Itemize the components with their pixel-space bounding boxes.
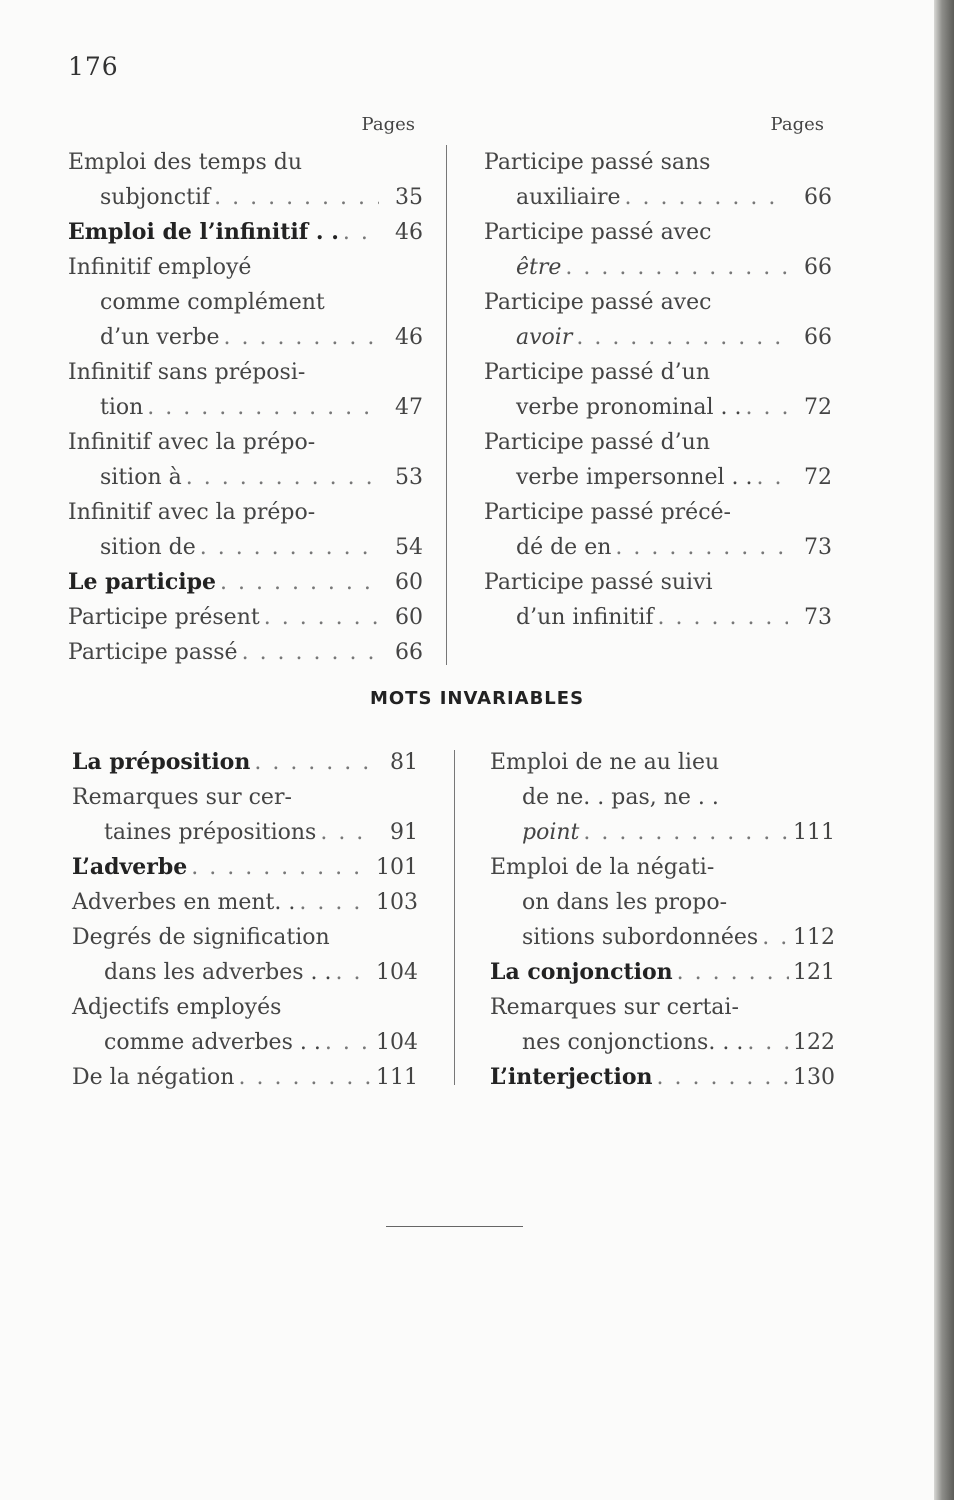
toc-entry: [484, 355, 832, 425]
toc-entry-text: Infinitif avec la prépo-: [68, 500, 316, 525]
toc-page-number: 73: [804, 605, 832, 630]
toc-entry-text: Emploi des temps du: [68, 150, 303, 175]
toc-entry-text: Participe passé: [68, 640, 238, 665]
toc-entry-text: comme adverbes . .: [104, 1030, 321, 1055]
toc-entry-line: [490, 745, 835, 780]
toc-entry-line: [490, 955, 835, 990]
toc-entry-text: Emploi de la négati-: [490, 855, 715, 880]
toc-entry: [72, 920, 418, 990]
toc-entry: [68, 600, 423, 635]
leader-dots: [191, 850, 372, 885]
toc-entry: [72, 885, 418, 920]
toc-page-number: 101: [376, 855, 418, 880]
toc-column-bottom-left: [72, 745, 418, 1095]
leader-dots: [242, 635, 379, 670]
page-number: 176: [68, 52, 119, 81]
leader-dots: [325, 1025, 372, 1060]
toc-page-number: 104: [376, 1030, 418, 1055]
toc-entry-line: [490, 920, 835, 955]
toc-entry-text: Infinitif sans préposi-: [68, 360, 306, 385]
toc-page-number: 60: [395, 570, 423, 595]
toc-entry-text: Participe passé avec: [484, 220, 712, 245]
toc-entry-line: [72, 815, 418, 850]
toc-entry-text: on dans les propo-: [522, 890, 728, 915]
toc-page-number: 72: [804, 395, 832, 420]
toc-entry: [68, 145, 423, 215]
toc-page-number: 103: [376, 890, 418, 915]
toc-entry: [484, 425, 832, 495]
toc-page-number: 66: [395, 640, 423, 665]
leader-dots: [677, 955, 789, 990]
toc-entry: [484, 565, 832, 635]
toc-entry-line: [72, 955, 418, 990]
leader-dots: [762, 920, 789, 955]
leader-dots: [583, 815, 789, 850]
toc-page-number: 112: [793, 925, 835, 950]
leader-dots: [200, 530, 379, 565]
toc-entry-text: taines prépositions: [104, 820, 317, 845]
toc-entry-line: [72, 885, 418, 920]
toc-entry-line: [68, 390, 423, 425]
leader-dots: [238, 1060, 372, 1095]
toc-entry-text: Infinitif avec la prépo-: [68, 430, 316, 455]
toc-page-number: 60: [395, 605, 423, 630]
toc-column-bottom-right: [490, 745, 835, 1095]
toc-entry-text: avoir: [516, 325, 573, 350]
toc-entry: [68, 565, 423, 600]
toc-entry-text: Degrés de signification: [72, 925, 330, 950]
toc-entry-text: sition de: [100, 535, 196, 560]
leader-dots: [615, 530, 788, 565]
leader-dots: [320, 815, 374, 850]
toc-page-number: 54: [395, 535, 423, 560]
leader-dots: [264, 600, 379, 635]
toc-entry: [68, 495, 423, 565]
leader-dots: [214, 180, 379, 215]
toc-page-number: 46: [395, 325, 423, 350]
toc-entry-text: De la négation: [72, 1065, 235, 1090]
toc-page-number: 66: [804, 325, 832, 350]
leader-dots: [576, 320, 788, 355]
pages-header: Pages: [770, 114, 824, 135]
toc-entry-line: [484, 215, 832, 250]
toc-entry-line: [68, 495, 423, 530]
closing-rule: [386, 1226, 523, 1227]
toc-entry: [484, 145, 832, 215]
toc-page-number: 73: [804, 535, 832, 560]
toc-column-top-right: [484, 110, 832, 635]
toc-entry-text: Participe passé d’un: [484, 430, 710, 455]
toc-entry: [484, 285, 832, 355]
toc-entry-line: [484, 180, 832, 215]
toc-page-number: 66: [804, 255, 832, 280]
toc-entry-line: [68, 285, 423, 320]
leader-dots: [657, 1060, 790, 1095]
toc-entry: [68, 250, 423, 355]
toc-entry-text: L’adverbe: [72, 854, 188, 880]
toc-page-number: 122: [793, 1030, 835, 1055]
leader-dots: [220, 565, 379, 600]
toc-entry: [72, 780, 418, 850]
toc-entry-text: d’un verbe: [100, 325, 220, 350]
toc-entry: [490, 1060, 835, 1095]
toc-page-number: 91: [390, 820, 418, 845]
toc-entry-line: [72, 1060, 418, 1095]
leader-dots: [343, 215, 379, 250]
toc-entry-line: [68, 425, 423, 460]
toc-entry-line: [484, 565, 832, 600]
column-divider: [454, 750, 455, 1085]
toc-entry-line: [68, 355, 423, 390]
leader-dots: [658, 600, 788, 635]
toc-entry-line: [484, 355, 832, 390]
column-divider: [446, 145, 447, 665]
toc-entry-text: La conjonction: [490, 959, 673, 985]
toc-page-number: 104: [376, 960, 418, 985]
toc-page-number: 47: [395, 395, 423, 420]
toc-entry-text: sition à: [100, 465, 182, 490]
toc-entry-text: Participe passé suivi: [484, 570, 713, 595]
toc-entry-text: d’un infinitif: [516, 605, 654, 630]
toc-entry-line: [68, 565, 423, 600]
toc-entry: [72, 1060, 418, 1095]
leader-dots: [756, 460, 788, 495]
toc-entry-text: Emploi de ne au lieu: [490, 750, 720, 775]
toc-entry: [68, 355, 423, 425]
toc-entry-line: [484, 285, 832, 320]
toc-entry: [484, 215, 832, 285]
leader-dots: [747, 1025, 789, 1060]
toc-entry: [490, 955, 835, 990]
leader-dots: [186, 460, 379, 495]
toc-page-number: 66: [804, 185, 832, 210]
leader-dots: [147, 390, 379, 425]
toc-page-number: 121: [793, 960, 835, 985]
toc-entry-line: [68, 635, 423, 670]
toc-entry-text: être: [516, 255, 562, 280]
toc-entry-text: tion: [100, 395, 144, 420]
toc-entry-line: [68, 530, 423, 565]
book-binding-edge: [934, 0, 954, 1500]
toc-entry-line: [72, 1025, 418, 1060]
toc-entry-line: [484, 460, 832, 495]
toc-entry-line: [490, 990, 835, 1025]
toc-entry-line: [68, 250, 423, 285]
toc-entry-text: subjonctif: [100, 185, 211, 210]
toc-entry-line: [490, 885, 835, 920]
toc-entry-line: [68, 215, 423, 250]
toc-entry: [490, 990, 835, 1060]
toc-page-number: 53: [395, 465, 423, 490]
toc-entry-text: Emploi de l’infinitif . .: [68, 219, 339, 245]
toc-entry-text: Remarques sur certai-: [490, 995, 739, 1020]
leader-dots: [336, 955, 372, 990]
toc-entry: [68, 425, 423, 495]
toc-entry-line: [72, 990, 418, 1025]
toc-entry-line: [490, 1025, 835, 1060]
toc-entry-line: [490, 850, 835, 885]
toc-entry-text: auxiliaire: [516, 185, 621, 210]
toc-entry-text: Participe passé précé-: [484, 500, 731, 525]
toc-entry: [490, 745, 835, 850]
toc-entry-text: verbe impersonnel . .: [516, 465, 753, 490]
toc-entry-text: Participe passé avec: [484, 290, 712, 315]
toc-entry-line: [72, 745, 418, 780]
toc-entry: [490, 850, 835, 955]
toc-entry-text: nes conjonctions. . .: [522, 1030, 744, 1055]
toc-entry-text: sitions subordonnées: [522, 925, 759, 950]
toc-entry-text: Adverbes en ment. .: [72, 890, 296, 915]
leader-dots: [223, 320, 379, 355]
leader-dots: [254, 745, 374, 780]
leader-dots: [746, 390, 788, 425]
toc-entry: [72, 990, 418, 1060]
toc-entry-line: [490, 780, 835, 815]
toc-entry: [72, 745, 418, 780]
toc-entry-text: La préposition: [72, 749, 251, 775]
toc-entry-line: [490, 1060, 835, 1095]
toc-entry-line: [68, 320, 423, 355]
toc-entry-text: L’interjection: [490, 1064, 653, 1090]
toc-column-top-left: [68, 110, 423, 670]
toc-entry-line: [484, 425, 832, 460]
toc-entry-text: Participe présent: [68, 605, 260, 630]
toc-page-number: 130: [793, 1065, 835, 1090]
toc-page-number: 46: [395, 220, 423, 245]
leader-dots: [299, 885, 372, 920]
toc-entry-text: Participe passé d’un: [484, 360, 710, 385]
pages-header: Pages: [361, 114, 415, 135]
toc-entry: [484, 495, 832, 565]
toc-entry: [68, 215, 423, 250]
leader-dots: [565, 250, 788, 285]
toc-entry-line: [484, 390, 832, 425]
toc-entry-text: point: [522, 820, 580, 845]
section-title: MOTS INVARIABLES: [369, 688, 585, 709]
toc-page-number: 111: [793, 820, 835, 845]
toc-entry-line: [72, 920, 418, 955]
toc-entry-line: [484, 530, 832, 565]
toc-entry-text: verbe pronominal . .: [516, 395, 742, 420]
toc-entry-line: [68, 600, 423, 635]
toc-entry-line: [68, 145, 423, 180]
toc-page-number: 81: [390, 750, 418, 775]
toc-entry-line: [72, 850, 418, 885]
toc-entry-line: [68, 180, 423, 215]
toc-entry-line: [484, 600, 832, 635]
toc-entry-text: Remarques sur cer-: [72, 785, 292, 810]
toc-page-number: 35: [395, 185, 423, 210]
toc-entry-text: Infinitif employé: [68, 255, 252, 280]
toc-page-number: 72: [804, 465, 832, 490]
toc-entry-text: comme complément: [100, 290, 325, 315]
toc-entry-text: Le participe: [68, 569, 217, 595]
toc-entry-text: Adjectifs employés: [72, 995, 282, 1020]
toc-entry-line: [484, 320, 832, 355]
toc-entry-text: dé de en: [516, 535, 612, 560]
toc-page-number: 111: [376, 1065, 418, 1090]
toc-entry-line: [490, 815, 835, 850]
toc-entry-line: [484, 250, 832, 285]
toc-entry-text: dans les adverbes . .: [104, 960, 332, 985]
leader-dots: [625, 180, 789, 215]
toc-entry-text: Participe passé sans: [484, 150, 711, 175]
toc-entry: [68, 635, 423, 670]
toc-entry-line: [484, 495, 832, 530]
toc-entry-text: de ne. . pas, ne . .: [522, 785, 719, 810]
toc-entry-line: [68, 460, 423, 495]
toc-entry-line: [72, 780, 418, 815]
toc-entry-line: [484, 145, 832, 180]
toc-entry: [72, 850, 418, 885]
